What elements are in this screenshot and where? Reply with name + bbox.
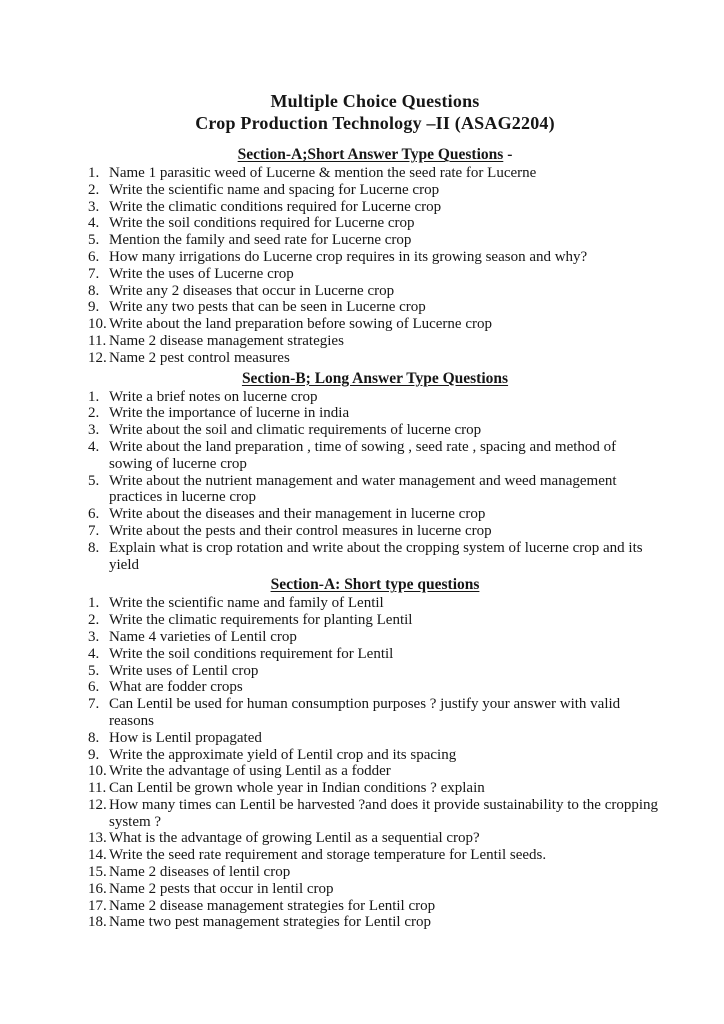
question-text: Write about the pests and their control measures in lucerne crop (109, 522, 492, 539)
question-item (88, 830, 662, 847)
question-text: Name two pest management strategies for Lentil crop (109, 914, 431, 931)
question-text: Write the climatic requirements for planting Lentil (109, 612, 413, 629)
question-item (88, 389, 662, 406)
question-item (88, 595, 662, 612)
question-item (88, 864, 662, 881)
question-text: What are fodder crops (109, 679, 243, 696)
question-number: 7. (88, 265, 100, 282)
question-item (88, 405, 662, 422)
question-number: 9. (88, 746, 100, 763)
document-header (88, 90, 662, 134)
question-item (88, 881, 662, 898)
document-title-line2: Crop Production Technology –II (ASAG2204) (195, 113, 555, 133)
question-number: 7. (88, 522, 100, 539)
question-number: 8. (88, 729, 100, 746)
question-item (88, 199, 662, 216)
question-number: 4. (88, 215, 100, 232)
question-text: Can Lentil be grown whole year in Indian conditions ? explain (109, 780, 485, 797)
question-text: Write the uses of Lucerne crop (109, 265, 294, 282)
question-number: 7. (88, 696, 100, 713)
question-number: 3. (88, 422, 100, 439)
question-item (88, 730, 662, 747)
question-item (88, 299, 662, 316)
question-number: 15. (88, 864, 107, 881)
question-text: Write about the land preparation before sowing of Lucerne crop (109, 316, 492, 333)
section-heading-text: Section-A;Short Answer Type Questions (237, 146, 504, 163)
question-text: Write the approximate yield of Lentil crop and its spacing (109, 746, 457, 763)
question-item (88, 422, 662, 439)
question-text: Name 4 varieties of Lentil crop (109, 628, 297, 645)
question-text: Mention the family and seed rate for Lucerne crop (109, 232, 412, 249)
question-number: 6. (88, 506, 100, 523)
question-item (88, 679, 662, 696)
question-number: 3. (88, 628, 100, 645)
question-item (88, 540, 662, 574)
section-heading (88, 146, 662, 164)
question-number: 1. (88, 165, 100, 181)
question-item (88, 646, 662, 663)
question-text: Write about the nutrient management and water management and weed management practices in lucerne crop (109, 472, 617, 506)
question-number: 8. (88, 539, 100, 556)
question-text: Write the soil conditions required for Lucerne crop (109, 215, 415, 232)
question-number: 4. (88, 645, 100, 662)
question-item (88, 523, 662, 540)
question-number: 1. (88, 388, 100, 405)
question-text: How is Lentil propagated (109, 729, 262, 746)
question-text: Can Lentil be used for human consumption purposes ? justify your answer with valid reasons (109, 696, 621, 729)
question-text: Name 1 parasitic weed of Lucerne & mention the seed rate for Lucerne (109, 165, 537, 181)
question-number: 3. (88, 198, 100, 215)
question-item (88, 696, 662, 730)
question-item (88, 473, 662, 507)
question-item (88, 182, 662, 199)
question-number: 4. (88, 438, 100, 455)
question-text: Write about the land preparation , time of sowing , seed rate , spacing and method of sowing of lucerne crop (109, 438, 617, 472)
question-text: Write any two pests that can be seen in Lucerne crop (109, 299, 426, 316)
question-list (88, 595, 662, 931)
question-item (88, 914, 662, 931)
section-heading-text: Section-A: Short type questions (270, 576, 480, 594)
question-list (88, 165, 662, 367)
question-item (88, 350, 662, 367)
question-text: What is the advantage of growing Lentil as a sequential crop? (109, 830, 480, 847)
question-text: Write a brief notes on lucerne crop (109, 388, 318, 405)
question-text: Write the scientific name and spacing for Lucerne crop (109, 181, 440, 198)
question-text: Write the seed rate requirement and storage temperature for Lentil seeds. (109, 847, 547, 864)
question-number: 5. (88, 232, 100, 249)
question-item (88, 439, 662, 473)
question-number: 10. (88, 316, 107, 333)
question-text: Write uses of Lentil crop (109, 662, 259, 679)
question-list (88, 389, 662, 574)
question-number: 11. (88, 780, 107, 797)
question-number: 10. (88, 763, 107, 780)
question-text: Name 2 diseases of lentil crop (109, 864, 291, 881)
question-item (88, 506, 662, 523)
question-item (88, 797, 662, 831)
question-number: 9. (88, 299, 100, 316)
question-text: Name 2 disease management strategies (109, 332, 344, 349)
question-number: 14. (88, 847, 107, 864)
question-number: 1. (88, 595, 100, 612)
question-item (88, 232, 662, 249)
question-number: 12. (88, 349, 107, 366)
question-number: 18. (88, 914, 107, 931)
question-text: Write about the diseases and their management in lucerne crop (109, 506, 486, 523)
question-item (88, 266, 662, 283)
question-item (88, 629, 662, 646)
question-item (88, 333, 662, 350)
question-text: Write the advantage of using Lentil as a fodder (109, 763, 391, 780)
question-number: 11. (88, 332, 107, 349)
question-item (88, 747, 662, 764)
question-number: 12. (88, 796, 107, 813)
question-text: Explain what is crop rotation and write about the cropping system of lucerne crop and its yield (109, 539, 643, 573)
question-number: 5. (88, 472, 100, 489)
question-number: 17. (88, 897, 107, 914)
document-body (88, 146, 662, 931)
question-item (88, 780, 662, 797)
question-number: 6. (88, 248, 100, 265)
question-text: How many irrigations do Lucerne crop requires in its growing season and why? (109, 248, 588, 265)
question-text: Name 2 disease management strategies for Lentil crop (109, 897, 436, 914)
section-heading (88, 370, 662, 388)
question-item (88, 283, 662, 300)
section-heading-suffix: - (503, 146, 513, 163)
section-heading (88, 576, 662, 594)
question-item (88, 847, 662, 864)
question-text: Write the importance of lucerne in india (109, 405, 350, 422)
question-item (88, 165, 662, 182)
question-item (88, 215, 662, 232)
question-text: Write about the soil and climatic requirements of lucerne crop (109, 422, 482, 439)
question-number: 2. (88, 181, 100, 198)
question-number: 6. (88, 679, 100, 696)
question-number: 2. (88, 612, 100, 629)
section-heading-text: Section-B; Long Answer Type Questions (241, 369, 509, 387)
question-item (88, 316, 662, 333)
question-text: Write the climatic conditions required for Lucerne crop (109, 198, 442, 215)
question-item (88, 763, 662, 780)
question-text: Name 2 pest control measures (109, 349, 290, 366)
question-number: 8. (88, 282, 100, 299)
question-number: 13. (88, 830, 107, 847)
question-text: Name 2 pests that occur in lentil crop (109, 880, 334, 897)
question-item (88, 898, 662, 915)
question-text: Write any 2 diseases that occur in Lucerne crop (109, 282, 395, 299)
question-item (88, 663, 662, 680)
question-number: 16. (88, 880, 107, 897)
question-item (88, 249, 662, 266)
document-title-line1: Multiple Choice Questions (270, 91, 480, 111)
question-text: Write the soil conditions requirement for Lentil (109, 645, 394, 662)
question-text: Write the scientific name and family of Lentil (109, 595, 384, 612)
question-item (88, 612, 662, 629)
question-number: 2. (88, 405, 100, 422)
question-number: 5. (88, 662, 100, 679)
question-text: How many times can Lentil be harvested ?and does it provide sustainability to the cropping system ? (109, 796, 659, 830)
